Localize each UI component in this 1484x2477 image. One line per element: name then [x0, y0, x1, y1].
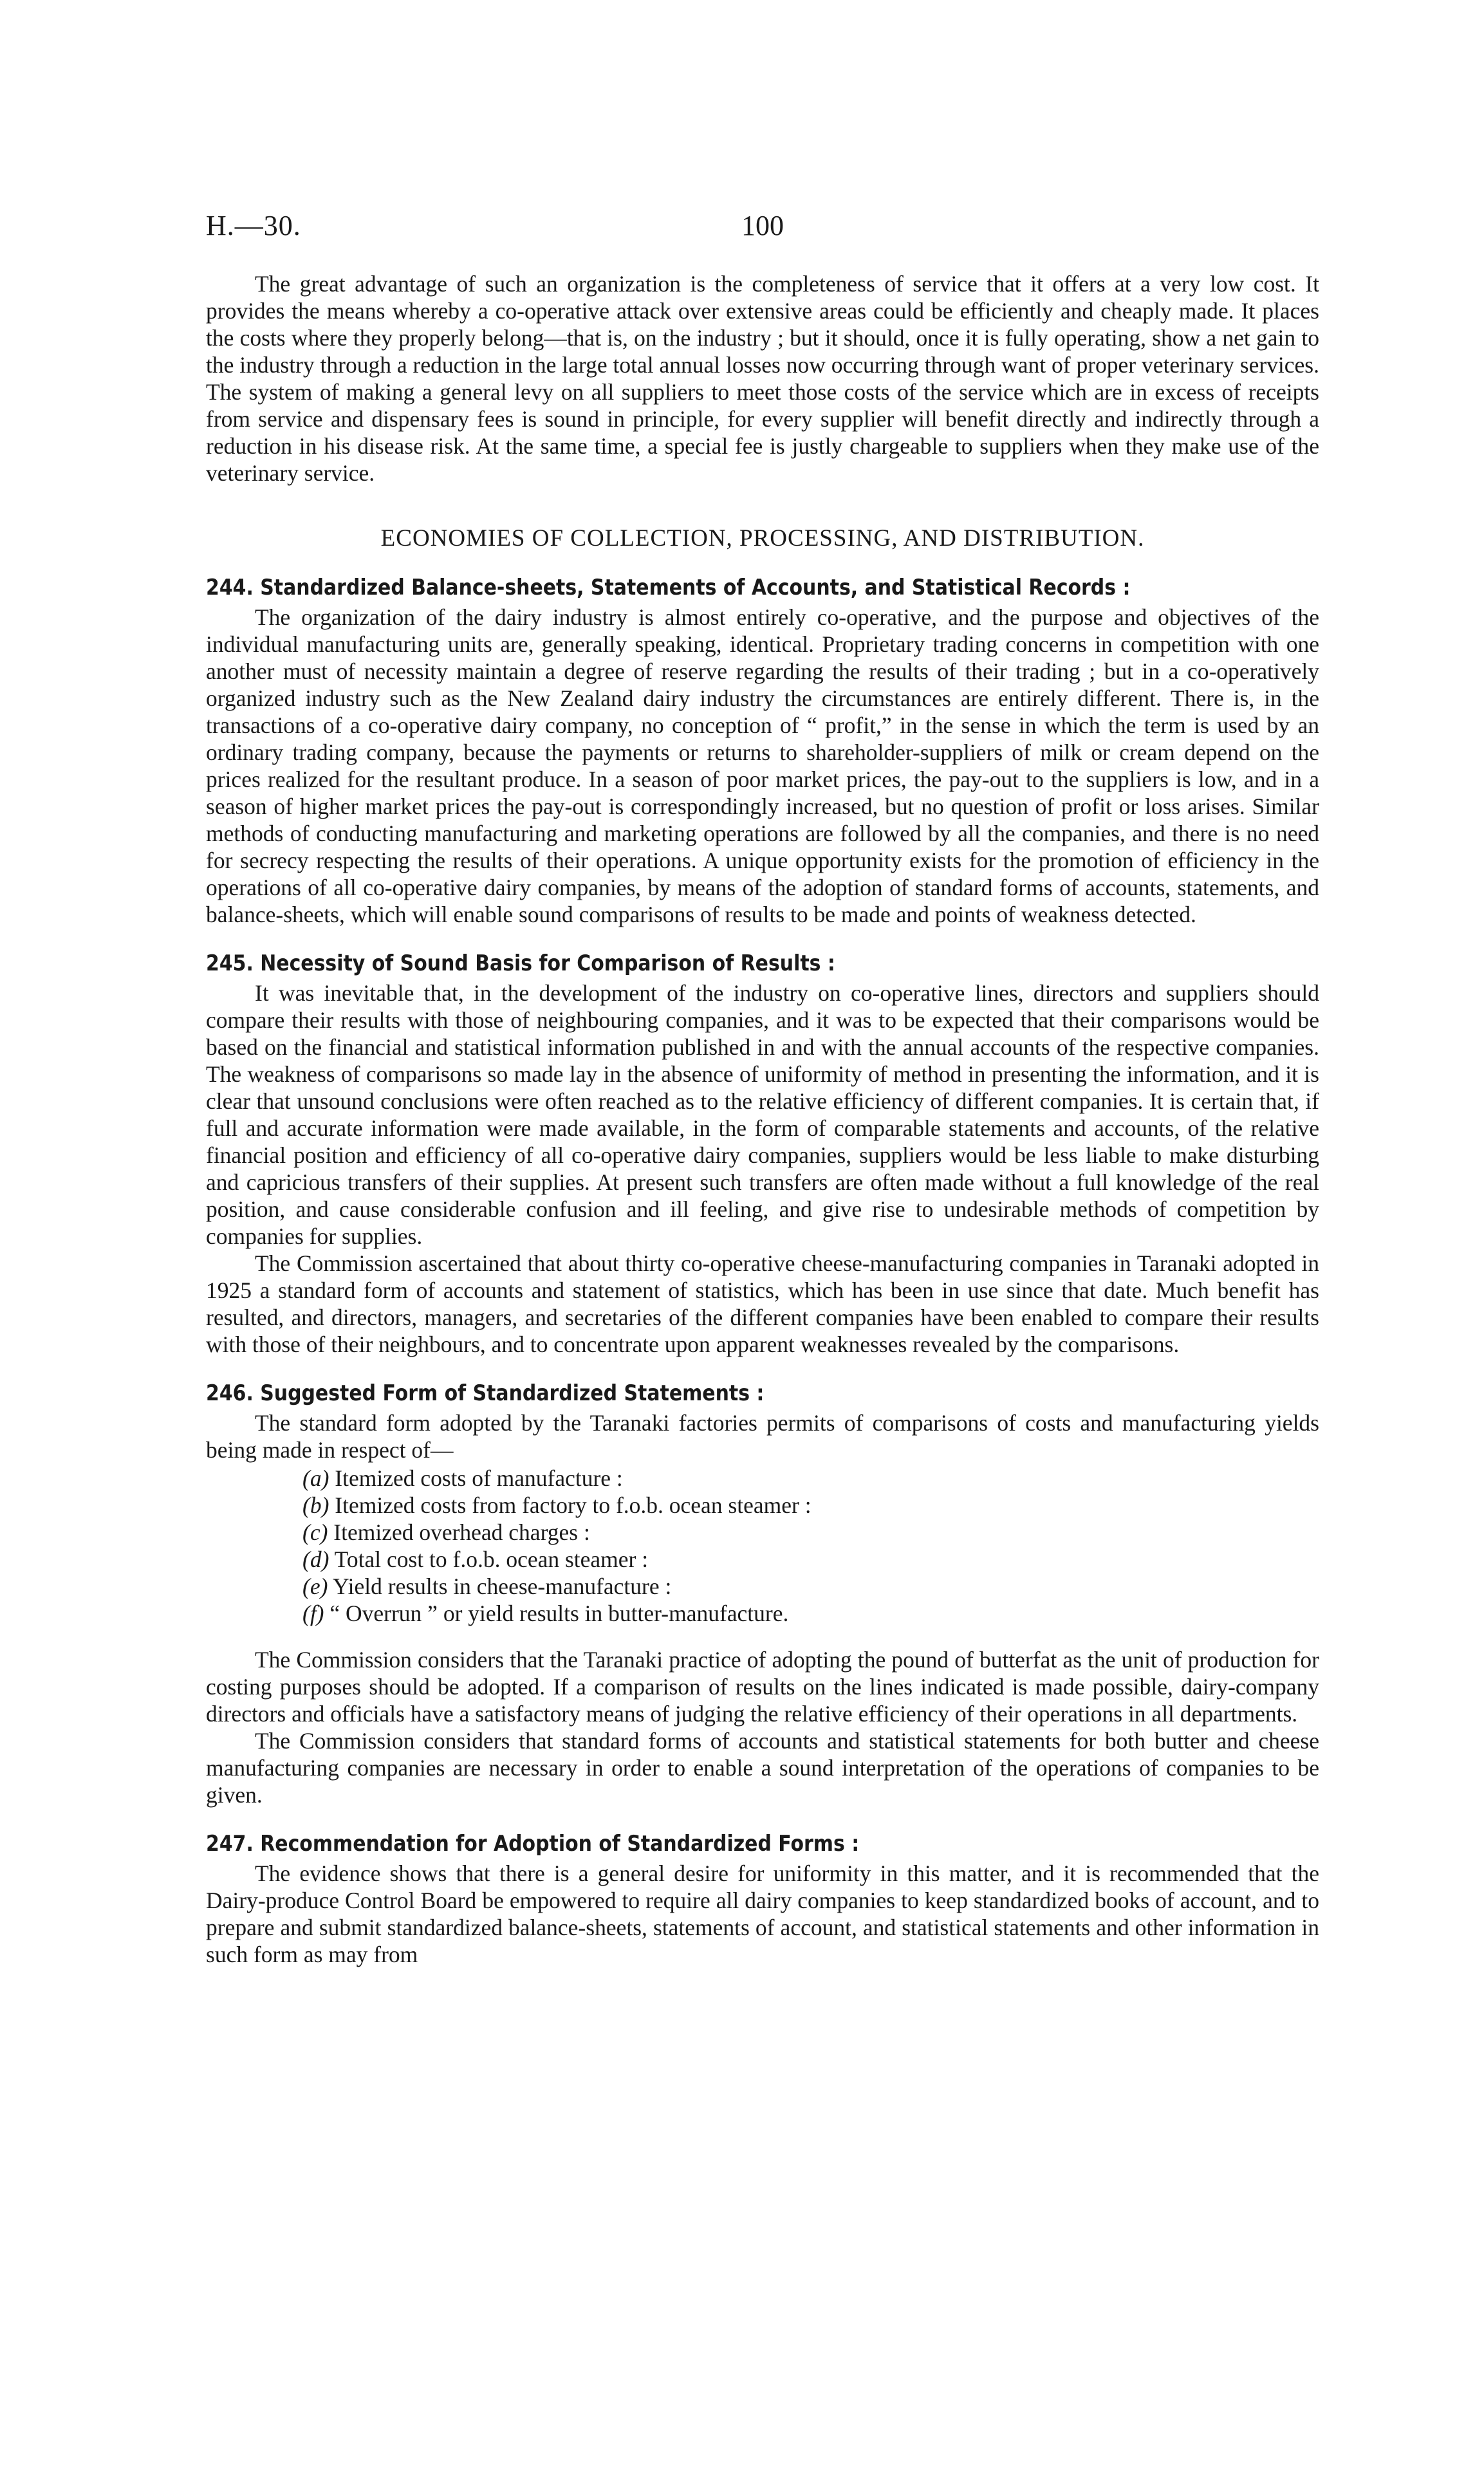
list-item-text: Total cost to f.o.b. ocean steamer :: [334, 1546, 649, 1572]
list-item-text: Itemized overhead charges :: [333, 1519, 590, 1545]
list-item-text: “ Overrun ” or yield results in butter-manufacture.: [329, 1600, 789, 1626]
page-number: 100: [741, 210, 784, 241]
heading-246: 246. Suggested Form of Standardized Statements :: [206, 1380, 765, 1406]
paragraph-245-1: It was inevitable that, in the development of the industry on co-operative lines, directors and suppliers should compare their results with those of neighbouring companies, and it was to be expected that their comparisons would be based on the financial and statistical information published in and with the annual accounts of the respective companies. The weakness of comparisons so made lay in the absence of uniformity of method in presenting the information, and it is clear that unsound conclusions were often reached as to the relative efficiency of different companies. It is certain that, if full and accurate information were made available, in the form of comparable statements and accounts, of the relative financial position and efficiency of all co-operative dairy companies, suppliers would be less liable to make disturbing and capricious transfers of their supplies. At present such transfers are often made without a full knowledge of the real position, and cause considerable confusion and ill feeling, and give rise to undesirable methods of competition by companies for supplies.: [206, 980, 1319, 1249]
page-header: [206, 212, 1319, 251]
list-item: [302, 1573, 1319, 1600]
list-item-label: (c): [302, 1519, 328, 1545]
list-item-text: Yield results in cheese-manufacture :: [332, 1573, 672, 1599]
list-item-label: (f): [302, 1600, 324, 1626]
heading-245: 245. Necessity of Sound Basis for Comparison of Results :: [206, 951, 835, 976]
heading-247: 247. Recommendation for Adoption of Standardized Forms :: [206, 1831, 860, 1857]
paragraph-245-2: The Commission ascertained that about thirty co-operative cheese-manufacturing companies in Taranaki adopted in 1925 a standard form of accounts and statement of statistics, which has been in use since that date. Much benefit has resulted, and directors, managers, and secretaries of the different companies have been enabled to compare their results with those of their neighbours, and to concentrate upon apparent weaknesses revealed by the comparisons.: [206, 1250, 1319, 1357]
list-item: [302, 1519, 1319, 1546]
cost-items-list: [302, 1465, 1319, 1627]
list-item-label: (b): [302, 1492, 329, 1518]
list-item: [302, 1546, 1319, 1573]
list-item-label: (e): [302, 1573, 328, 1599]
section-title: ECONOMIES OF COLLECTION, PROCESSING, AND DISTRIBUTION.: [380, 525, 1145, 552]
list-item: [302, 1492, 1319, 1519]
paragraph-244: The organization of the dairy industry is almost entirely co-operative, and the purpose and objectives of the individual manufacturing units are, generally speaking, identical. Proprietary trading concerns in competition with one another must of necessity maintain a degree of reserve regarding the results of their trading ; but in a co-operatively organized industry such as the New Zealand dairy industry the circumstances are entirely different. There is, in the transactions of a co-operative dairy company, no conception of “ profit,” in the sense in which the term is used by an ordinary trading company, because the payments or returns to shareholder-suppliers of milk or cream depend on the prices realized for the resultant produce. In a season of poor market prices, the pay-out to the suppliers is low, and in a season of higher market prices the pay-out is correspondingly increased, but no question of profit or loss arises. Similar methods of conducting manufacturing and marketing operations are followed by all the companies, and there is no need for secrecy respecting the results of their operations. A unique opportunity exists for the promotion of efficiency in the operations of all co-operative dairy companies, by means of the adoption of standard forms of accounts, statements, and balance-sheets, which will enable sound comparisons of results to be made and points of weakness detected.: [206, 604, 1319, 927]
paragraph-246-2: The Commission considers that the Taranaki practice of adopting the pound of butterfat as the unit of production for costing purposes should be adopted. If a comparison of results on the lines indicated is made possible, dairy-company directors and officials have a satisfactory means of judging the relative efficiency of their operations in all departments.: [206, 1647, 1319, 1727]
document-reference: H.—30.: [206, 210, 301, 241]
list-item-label: (d): [302, 1546, 329, 1572]
intro-paragraph: The great advantage of such an organization is the completeness of service that it offers at a very low cost. It provides the means whereby a co-operative attack over extensive areas could be efficiently and cheaply made. It places the costs where they properly belong—that is, on the industry ; but it should, once it is fully operating, show a net gain to the industry through a reduction in the large total annual losses now occurring through want of proper veterinary services. The system of making a general levy on all suppliers to meet those costs of the service which are in excess of receipts from service and dispensary fees is sound in principle, for every supplier will benefit directly and indirectly through a reduction in his disease risk. At the same time, a special fee is justly chargeable to suppliers when they make use of the veterinary service.: [206, 271, 1319, 486]
list-item: [302, 1600, 1319, 1627]
heading-244: 244. Standardized Balance-sheets, Statements of Accounts, and Statistical Records :: [206, 575, 1131, 600]
paragraph-246-3: The Commission considers that standard forms of accounts and statistical statements for both butter and cheese manufacturing companies are necessary in order to enable a sound interpretation of the operations of companies to be given.: [206, 1728, 1319, 1808]
list-item-text: Itemized costs from factory to f.o.b. ocean steamer :: [335, 1492, 812, 1518]
list-item: [302, 1465, 1319, 1492]
list-item-label: (a): [302, 1465, 329, 1491]
paragraph-246-1: The standard form adopted by the Taranaki factories permits of comparisons of costs and manufacturing yields being made in respect of—: [206, 1410, 1319, 1463]
document-page: [206, 212, 1319, 1968]
list-item-text: Itemized costs of manufacture :: [335, 1465, 623, 1491]
paragraph-247: The evidence shows that there is a general desire for uniformity in this matter, and it is recommended that the Dairy-produce Control Board be empowered to require all dairy companies to keep standardized books of account, and to prepare and submit standardized balance-sheets, statements of account, and statistical statements and other information in such form as may from: [206, 1860, 1319, 1967]
